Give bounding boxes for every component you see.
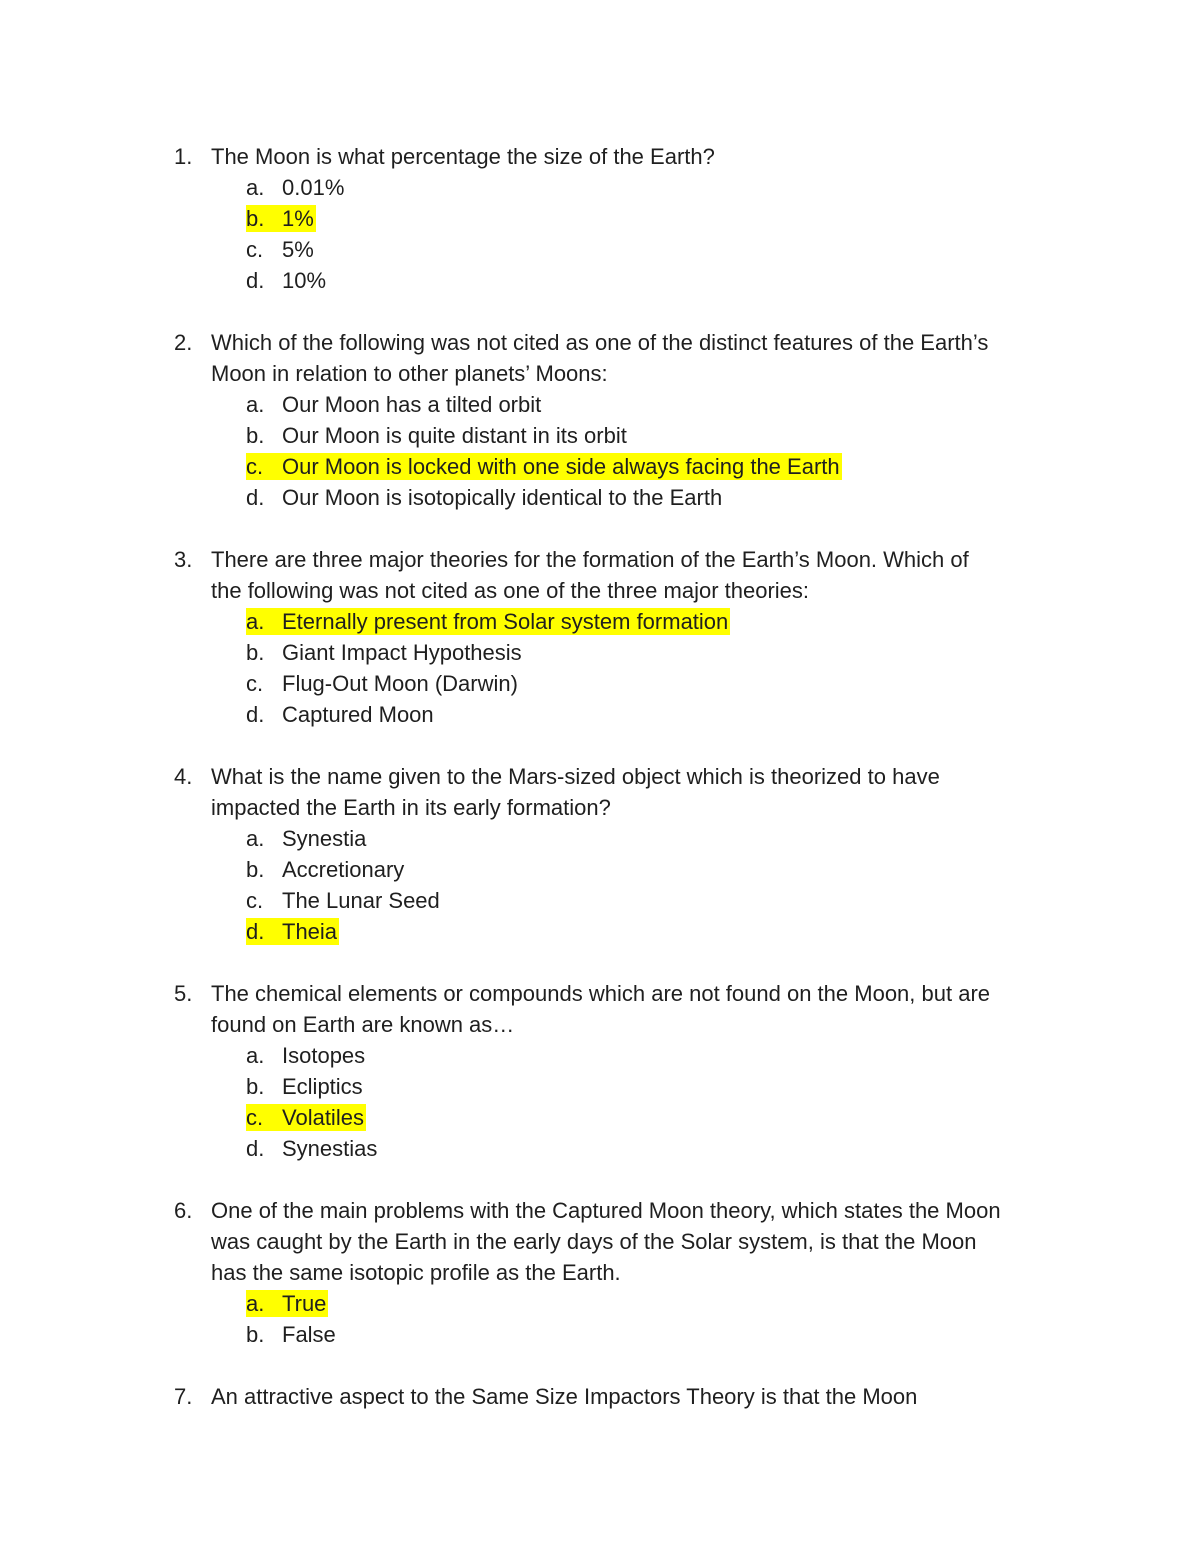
answer-letter: d. [246,919,265,944]
question-prompt [0,1195,1200,1288]
answer-text: Eternally present from Solar system formation [282,609,729,634]
question-1 [0,141,1200,296]
question-text-line: The chemical elements or compounds which are not found on the Moon, but are [211,981,991,1006]
question-text-line: The Moon is what percentage the size of the Earth? [211,144,715,169]
answer-option [0,172,1200,203]
answer-option [0,885,1200,916]
answer-letter: c. [246,454,264,479]
question-number: 3. [174,547,193,572]
answer-text: 1% [282,206,314,231]
answer-option [0,234,1200,265]
answer-text: Volatiles [282,1105,364,1130]
question-prompt [0,327,1200,389]
question-text-line: Which of the following was not cited as one of the distinct features of the Earth’s [211,330,989,355]
answer-text: Our Moon has a tilted orbit [282,392,542,417]
answer-letter: a. [246,609,265,634]
question-prompt [0,1381,1200,1412]
answer-letter: d. [246,485,265,510]
answer-text: Giant Impact Hypothesis [282,640,522,665]
question-text-line: found on Earth are known as… [211,1012,515,1037]
answer-letter: d. [246,268,265,293]
question-number: 5. [174,981,193,1006]
answer-text: Our Moon is locked with one side always facing the Earth [282,454,840,479]
quiz-question-list [0,141,1200,1443]
answer-letter: c. [246,237,264,262]
answer-option [0,823,1200,854]
question-5 [0,978,1200,1164]
answer-option [0,265,1200,296]
answer-letter: b. [246,1074,265,1099]
answer-text: Our Moon is quite distant in its orbit [282,423,627,448]
answer-letter: c. [246,1105,264,1130]
answer-text: Accretionary [282,857,405,882]
answer-option [0,854,1200,885]
question-number: 4. [174,764,193,789]
answer-letter: b. [246,423,265,448]
answer-option [0,1133,1200,1164]
answer-letter: a. [246,1043,265,1068]
question-text-line: impacted the Earth in its early formation? [211,795,611,820]
answer-text: Our Moon is isotopically identical to the Earth [282,485,723,510]
question-text-line: was caught by the Earth in the early days of the Solar system, is that the Moon [211,1229,977,1254]
answer-option [0,699,1200,730]
question-2 [0,327,1200,513]
answer-option-highlighted [0,1102,1200,1133]
answer-text: Isotopes [282,1043,366,1068]
question-text-line: Moon in relation to other planets’ Moons: [211,361,608,386]
answer-option-highlighted [0,606,1200,637]
answer-option-highlighted [0,916,1200,947]
answer-letter: c. [246,888,264,913]
answer-text: 10% [282,268,327,293]
question-prompt [0,141,1200,172]
answer-option-highlighted [0,1288,1200,1319]
question-number: 6. [174,1198,193,1223]
answer-option [0,420,1200,451]
question-text-line: the following was not cited as one of the three major theories: [211,578,810,603]
question-prompt [0,761,1200,823]
question-6 [0,1195,1200,1350]
answer-text: Theia [282,919,338,944]
answer-text: Ecliptics [282,1074,363,1099]
question-3 [0,544,1200,730]
answer-letter: b. [246,1322,265,1347]
question-text-line: One of the main problems with the Captured Moon theory, which states the Moon [211,1198,1001,1223]
question-text-line: What is the name given to the Mars-sized object which is theorized to have [211,764,940,789]
answer-option-highlighted [0,451,1200,482]
answer-text: Synestias [282,1136,378,1161]
answer-letter: b. [246,640,265,665]
answer-text: The Lunar Seed [282,888,440,913]
answer-letter: d. [246,702,265,727]
answer-letter: a. [246,826,265,851]
answer-letter: c. [246,671,264,696]
answer-text: Synestia [282,826,367,851]
answer-letter: a. [246,392,265,417]
answer-letter: a. [246,1291,265,1316]
answer-option [0,389,1200,420]
question-4 [0,761,1200,947]
answer-option [0,1040,1200,1071]
question-number: 1. [174,144,193,169]
answer-text: True [282,1291,327,1316]
question-7 [0,1381,1200,1412]
answer-option [0,482,1200,513]
answer-letter: b. [246,857,265,882]
answer-option [0,1071,1200,1102]
answer-option [0,1319,1200,1350]
answer-text: Flug-Out Moon (Darwin) [282,671,518,696]
question-text-line: has the same isotopic profile as the Earth. [211,1260,621,1285]
answer-letter: d. [246,1136,265,1161]
answer-option [0,668,1200,699]
question-text-line: An attractive aspect to the Same Size Impactors Theory is that the Moon [211,1384,918,1409]
answer-option-highlighted [0,203,1200,234]
answer-letter: b. [246,206,265,231]
answer-text: Captured Moon [282,702,434,727]
question-prompt [0,544,1200,606]
question-number: 7. [174,1384,193,1409]
answer-text: False [282,1322,336,1347]
answer-letter: a. [246,175,265,200]
answer-text: 5% [282,237,314,262]
answer-option [0,637,1200,668]
question-prompt [0,978,1200,1040]
question-text-line: There are three major theories for the formation of the Earth’s Moon. Which of [211,547,969,572]
question-number: 2. [174,330,193,355]
answer-text: 0.01% [282,175,345,200]
